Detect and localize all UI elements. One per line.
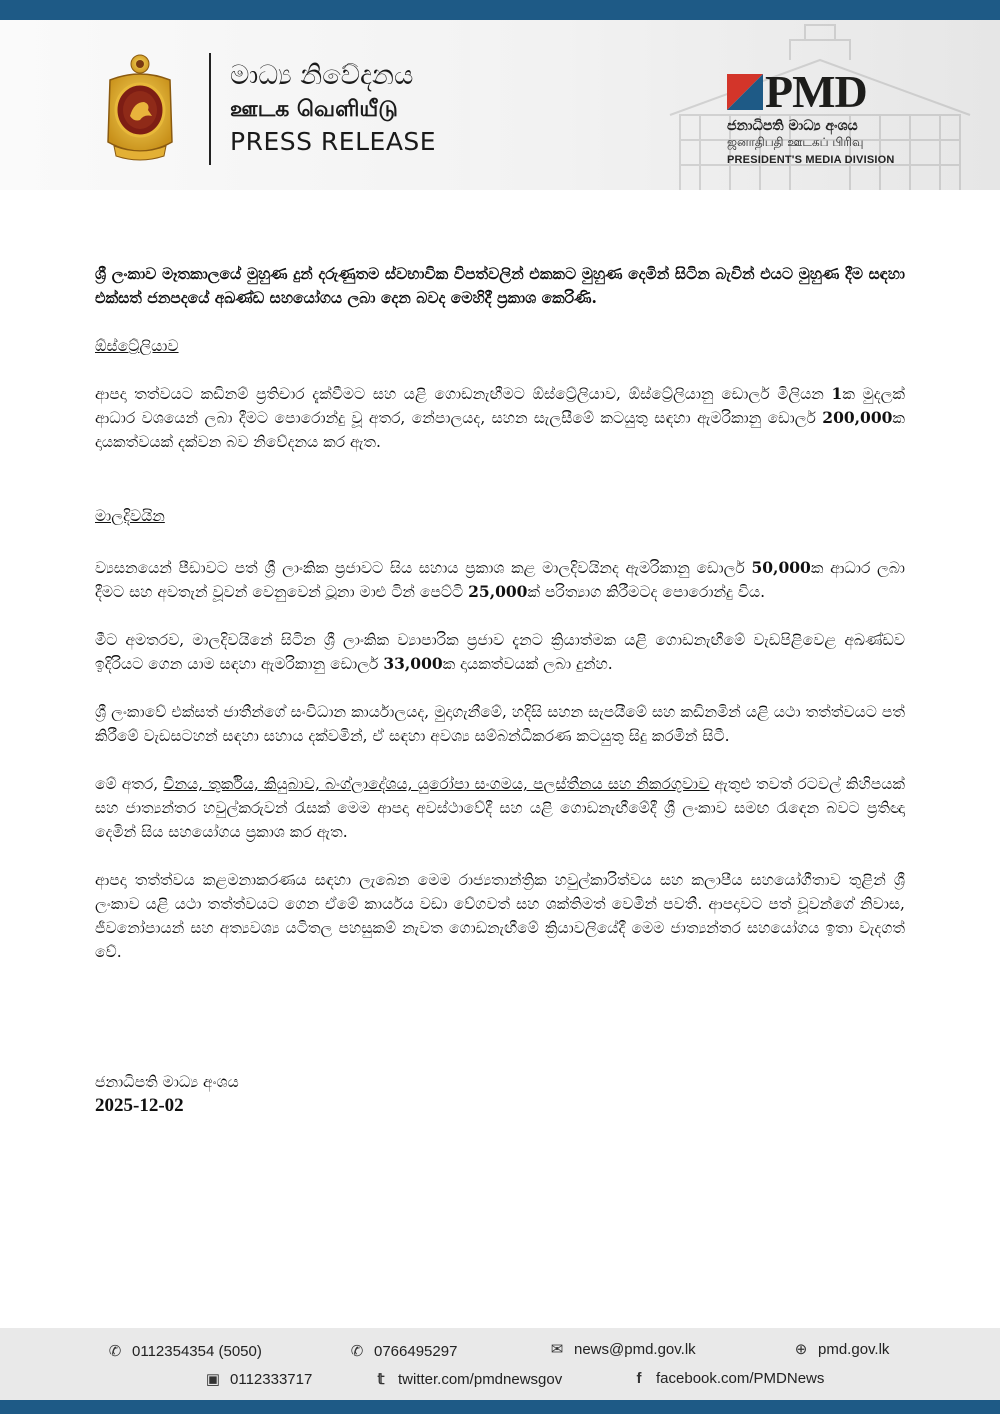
footer-fax[interactable]: ▣ 0112333717 — [205, 1370, 313, 1388]
amount: 200,000 — [822, 408, 893, 427]
intro-paragraph: ශ්‍රී ලංකාව මෑතකාලයේ මුහුණ දුන් දරුණුතම ස්වභාවික විපත්වලින් එකකට මුහුණ දෙමින් සිටින බැවින් එයට මුහුණ දීම සඳහා එක්සත් ජනපදයේ අඛණ්ඩ සහයෝගය ලබා දෙන බවද මෙහිදී ප්‍රකාශ කෙරිණි. — [95, 264, 905, 307]
mail-icon: ✉ — [550, 1341, 564, 1358]
phone-icon: ✆ — [350, 1343, 364, 1360]
press-release-title — [230, 58, 436, 158]
title-sinhala: මාධ්‍ය නිවේදනය — [230, 60, 414, 91]
twitter-icon: 𝕥 — [377, 1371, 385, 1388]
signoff-organization: ජනාධිපති මාධ්‍ය අංශය — [95, 1073, 239, 1091]
maldives-business-paragraph: මීට අමතරව, මාලදිවයිනේ සිටින ශ්‍රී ලාංකික ව්‍යාපාරික ප්‍රජාව දැනට ක්‍රියාත්මක යළි ගොඩනැඟීමේ වැඩපිළිවෙළ අඛණ්ඩව ඉදිරියට ගෙන යාම සඳහා ඇමරිකානු ඩොලර් 33,000ක දායකත්වයක් ලබා දුන්හ. — [95, 631, 905, 673]
un-paragraph: ශ්‍රී ලංකාවේ එක්සත් ජාතීන්ගේ සංවිධාන කාර්යාලයද, මුදාගැනීමේ, හදිසි සහන සැපයීමේ සහ කඩිනමින් යළි යථා තත්ත්වයට පත් කිරීමේ වැඩසටහන් සඳහා සහාය දක්වමින්, ඒ සඳහා අවශ්‍ය සම්බන්ධීකරණ කටයුතු සිදු කරමින් සිටී. — [95, 703, 905, 745]
closing-paragraph: ආපදා තත්ත්වය කළමනාකරණය සඳහා ලැබෙන මෙම රාජ්‍යතාන්ත්‍රික හවුල්කාරිත්වය සහ කලාපීය සහයෝගීතාව තුළින් ශ්‍රී ලංකාව යළි යථා තත්ත්වයට ගෙන ඒමේ කාර්යය වඩා වේගවත් සහ ශක්තිමත් වෙමින් පවතී. ආපදාවට පත් වූවන්ගේ නිවාස, ජීවනෝපායන් සහ අත්‍යවශ්‍ය යටිතල පහසුකම් නැවත ගොඩනැඟීමේ ක්‍රියාවලියේදී මෙම ජාත්‍යන්තර සහයෝගය ඉතා වැදගත් වේ. — [95, 871, 905, 961]
footer-phone-1[interactable]: ✆ 0112354354 (5050) — [106, 1342, 262, 1360]
amount: 33,000 — [383, 654, 443, 673]
signoff — [95, 1070, 239, 1118]
footer-website[interactable]: ⊕ pmd.gov.lk — [792, 1340, 889, 1358]
section-heading-maldives: මාලදිවයින — [95, 507, 165, 525]
title-tamil: ஊடக வெளியீடு — [230, 97, 398, 122]
phone-icon: ✆ — [108, 1343, 122, 1360]
contact-footer — [0, 1328, 1000, 1400]
footer-email[interactable]: ✉ news@pmd.gov.lk — [548, 1340, 696, 1358]
header-divider — [209, 53, 211, 165]
letterhead — [0, 20, 1000, 190]
fax-icon: ▣ — [205, 1371, 221, 1388]
amount: 25,000 — [468, 582, 528, 601]
australia-paragraph: ආපදා තත්වයට කඩිනම් ප්‍රතිචාර දැක්වීමට සහ යළි ගොඩනැඟීමට ඕස්ට්‍රේලියාව, ඕස්ට්‍රේලියානු ඩොලර් මිලියන 1ක මුදලක් ආධාර වශයෙන් ලබා දීමට පොරොන්දු වූ අතර, නේපාලයද, සහන සැලසීමේ කටයුතු සඳහා ඇමරිකානු ඩොලර් 200,000ක දායකත්වයක් දක්වන බව නිවේදනය කර ඇත. — [95, 384, 905, 451]
footer-phone-2[interactable]: ✆ 0766495297 — [348, 1342, 457, 1360]
globe-icon: ⊕ — [794, 1341, 808, 1358]
pmd-logo-icon — [727, 74, 763, 110]
top-color-bar — [0, 0, 1000, 20]
footer-twitter[interactable]: 𝕥 twitter.com/pmdnewsgov — [372, 1370, 562, 1388]
division-name-tamil: ஜனாதிபதி ஊடகப் பிரிவு — [727, 135, 864, 149]
press-release-body — [95, 262, 905, 964]
footer-facebook[interactable]: f facebook.com/PMDNews — [630, 1370, 824, 1387]
maldives-paragraph: ව්‍යසනයෙන් පීඩාවට පත් ශ්‍රී ලාංකික ප්‍රජාවට සිය සහාය ප්‍රකාශ කළ මාලදිවයිනද ඇමරිකානු ඩොලර් 50,000ක ආධාර ලබා දීමට සහ අවතැන් වූවන් වෙනුවෙන් ටූනා මාළු ටින් පෙට්ටි 25,000ක් පරිත්‍යාග කිරීමටද පොරොන්දු විය. — [95, 558, 906, 601]
pmd-logo-text: PMD — [765, 66, 867, 117]
amount: 1 — [831, 384, 843, 403]
division-name-english: PRESIDENT'S MEDIA DIVISION — [727, 154, 895, 166]
division-name-sinhala: ජනාධිපති මාධ්‍ය අංශය — [727, 118, 858, 134]
country-list: චීනය, තුර්කිය, කියුබාව, බංග්ලාදේශය, යුරෝපා සංගමය, පලස්තීනය සහ නිකරගුවාව — [163, 775, 710, 793]
bottom-color-bar — [0, 1400, 1000, 1414]
pmd-logo-block — [727, 66, 897, 166]
title-english: PRESS RELEASE — [230, 127, 437, 156]
facebook-icon: f — [636, 1370, 642, 1387]
amount: 50,000 — [751, 558, 811, 577]
section-heading-australia: ඕස්ට්‍රේලියාව — [95, 337, 179, 355]
other-countries-paragraph: මේ අතර, චීනය, තුර්කිය, කියුබාව, බංග්ලාදේශය, යුරෝපා සංගමය, පලස්තීනය සහ නිකරගුවාව ඇතුළු තවත් රටවල් කිහිපයක් සහ ජාත්‍යන්තර හවුල්කරුවන් රැසක් මෙම ආපදා අවස්ථාවේදී සහ යළි ගොඩනැඟීමේදී ශ්‍රී ලංකාව සමඟ රැඳෙන බවට ප්‍රතිඥා දෙමින් සිය සහයෝගය ප්‍රකාශ කර ඇත. — [95, 775, 906, 841]
release-date: 2025-12-02 — [95, 1095, 184, 1116]
sri-lanka-emblem — [100, 50, 180, 162]
